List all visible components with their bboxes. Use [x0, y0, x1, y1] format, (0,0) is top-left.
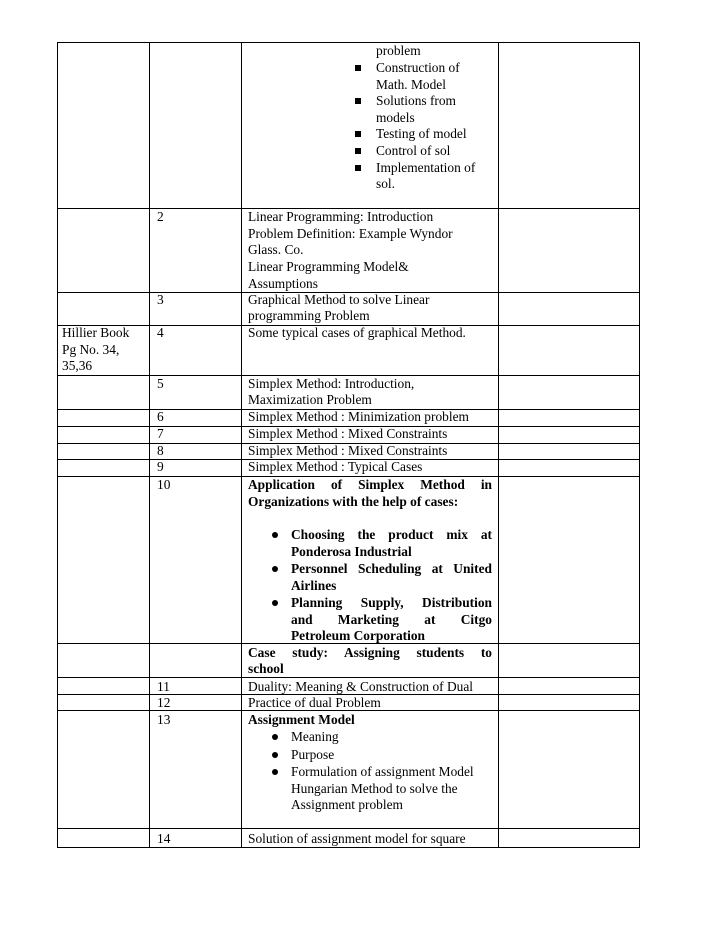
session-number: 10 [157, 477, 171, 492]
topic-line: Implementation of [376, 160, 476, 175]
section-heading: Organizations with the help of cases: [248, 494, 459, 509]
row-border [57, 42, 640, 43]
column-border [241, 42, 242, 848]
topic-line: Construction of [376, 60, 460, 75]
case-item: and Marketing at Citgo [291, 612, 492, 627]
column-border [639, 42, 640, 848]
square-bullet-icon [355, 65, 361, 71]
case-study-line: school [248, 661, 284, 676]
bullet-icon [272, 532, 278, 538]
topic-line: Math. Model [376, 77, 446, 92]
topic-bullet: Formulation of assignment Model [291, 764, 474, 779]
case-item: Choosing the product mix at [291, 527, 492, 542]
topic-line: Some typical cases of graphical Method. [248, 325, 466, 340]
case-study-line: Case study: Assigning students to [248, 645, 492, 660]
topic-line: Solution of assignment model for square [248, 831, 466, 846]
topic-line: Solutions from [376, 93, 456, 108]
session-number: 12 [157, 695, 171, 710]
square-bullet-icon [355, 148, 361, 154]
topic-line: programming Problem [248, 308, 370, 323]
topic-line: Testing of model [376, 126, 467, 141]
square-bullet-icon [355, 98, 361, 104]
bullet-icon [272, 734, 278, 740]
topic-line: Simplex Method : Mixed Constraints [248, 443, 448, 458]
topic-line: Linear Programming: Introduction [248, 209, 434, 224]
case-item: Airlines [291, 578, 337, 593]
case-item: Ponderosa Industrial [291, 544, 412, 559]
reference-line: Pg No. 34, [62, 342, 120, 357]
square-bullet-icon [355, 131, 361, 137]
row-border [57, 677, 640, 678]
square-bullet-icon [355, 165, 361, 171]
session-number: 9 [157, 459, 164, 474]
session-number: 6 [157, 409, 164, 424]
reference-line: 35,36 [62, 358, 93, 373]
topic-line: Assumptions [248, 276, 318, 291]
session-number: 8 [157, 443, 164, 458]
session-number: 4 [157, 325, 164, 340]
bullet-icon [272, 600, 278, 606]
session-number: 7 [157, 426, 164, 441]
topic-line: Assignment problem [291, 797, 403, 812]
section-heading: Assignment Model [248, 712, 355, 727]
session-number: 3 [157, 292, 164, 307]
topic-line: Simplex Method: Introduction, [248, 376, 415, 391]
case-item: Petroleum Corporation [291, 628, 426, 643]
topic-line: Maximization Problem [248, 392, 372, 407]
row-border [57, 828, 640, 829]
topic-line: Hungarian Method to solve the [291, 781, 458, 796]
session-number: 11 [157, 679, 170, 694]
column-border [149, 42, 150, 848]
bullet-icon [272, 566, 278, 572]
column-border [57, 42, 58, 848]
session-number: 5 [157, 376, 164, 391]
topic-line: models [376, 110, 415, 125]
bullet-icon [272, 769, 278, 775]
topic-line: Graphical Method to solve Linear [248, 292, 430, 307]
topic-line: Practice of dual Problem [248, 695, 381, 710]
case-item: Personnel Scheduling at United [291, 561, 492, 576]
topic-line: Problem Definition: Example Wyndor [248, 226, 453, 241]
topic-line: Simplex Method : Minimization problem [248, 409, 469, 424]
case-item: Planning Supply, Distribution [291, 595, 492, 610]
reference-line: Hillier Book [62, 325, 130, 340]
topic-line: Duality: Meaning & Construction of Dual [248, 679, 474, 694]
topic-line: problem [376, 43, 421, 58]
topic-line: Linear Programming Model& [248, 259, 409, 274]
session-number: 2 [157, 209, 164, 224]
topic-line: sol. [376, 176, 395, 191]
topic-bullet: Meaning [291, 729, 339, 744]
session-number: 13 [157, 712, 171, 727]
section-heading: Application of Simplex Method in [248, 477, 492, 492]
topic-line: Control of sol [376, 143, 451, 158]
session-number: 14 [157, 831, 171, 846]
topic-line: Glass. Co. [248, 242, 304, 257]
topic-bullet: Purpose [291, 747, 335, 762]
column-border [498, 42, 499, 848]
topic-line: Simplex Method : Typical Cases [248, 459, 423, 474]
topic-line: Simplex Method : Mixed Constraints [248, 426, 448, 441]
bullet-icon [272, 752, 278, 758]
